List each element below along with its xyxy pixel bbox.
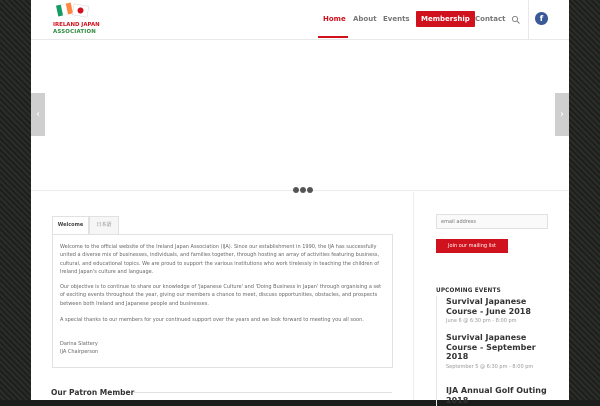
ireland-flag-icon (56, 3, 73, 17)
signature-name: Darina Slattery (60, 341, 98, 347)
slider-next-arrow-icon[interactable]: › (555, 93, 569, 136)
thanks-paragraph: A special thanks to our members for your continued support over the years and we look forward to meeting you all soon. (60, 317, 364, 323)
nav-about[interactable]: About (353, 15, 377, 23)
search-icon[interactable] (510, 14, 522, 26)
event-title[interactable]: Survival Japanese Course - September 2018 (446, 333, 536, 362)
upcoming-events-heading: UPCOMING EVENTS (436, 288, 501, 294)
nav-active-indicator (318, 36, 348, 38)
slider-pagination (293, 178, 314, 185)
event-title[interactable]: IJA Annual Golf Outing 2018 (446, 386, 547, 405)
welcome-panel (52, 234, 393, 368)
sidebar (415, 192, 569, 405)
tab-welcome[interactable]: Welcome (52, 216, 89, 235)
header-divider (528, 0, 529, 40)
event-date: September 5 @ 6:30 pm - 8:00 pm (446, 363, 534, 370)
email-field[interactable] (436, 214, 548, 229)
event-title[interactable]: Survival Japanese Course - June 2018 (446, 297, 531, 316)
tab-japanese[interactable]: 日本語 (89, 216, 119, 235)
site-logo[interactable] (53, 3, 101, 36)
welcome-paragraph: Welcome to the official website of the Ireland Japan Association (IJA). Since our establishment in 1990, the IJA has successfully united a diverse mix of businesses, individuals, and families together, through hosting an array of activities featuring business, cultural, and educational topics. We are proud to support the various institutions who work tirelessly in teaching the children of Ireland Japan's culture and language. (60, 244, 380, 276)
nav-contact[interactable]: Contact (475, 15, 506, 23)
objective-paragraph: Our objective is to continue to share our knowledge of 'Japanese Culture' and 'Doing Business in Japan' through organising a set of exciting events throughout the year, giving our members a chance to meet, discuss opportunities, obstacles, and prospects between both Ireland and Japanese people and businesses. (60, 284, 382, 307)
event-item[interactable] (446, 297, 556, 326)
japan-flag-icon (72, 4, 89, 17)
event-item[interactable] (446, 333, 556, 372)
main-content (31, 192, 414, 400)
event-item[interactable] (446, 386, 556, 405)
logo-text-line2: ASSOCIATION (53, 29, 96, 35)
nav-events[interactable]: Events (383, 15, 410, 23)
join-mailing-list-button[interactable]: Join our mailing list (436, 239, 508, 253)
facebook-icon[interactable]: f (535, 12, 548, 25)
site-header (31, 0, 569, 40)
nav-membership-button[interactable]: Membership (416, 11, 475, 27)
hero-slider (31, 41, 569, 191)
section-divider (134, 392, 392, 393)
events-timeline-line (436, 296, 437, 406)
event-date: June 6 @ 6:30 pm - 8:00 pm (446, 318, 517, 325)
slider-prev-arrow-icon[interactable]: ‹ (31, 93, 45, 136)
signature-title: IJA Chairperson (60, 349, 99, 355)
nav-home[interactable]: Home (323, 15, 346, 23)
patron-section-title: Our Patron Member (51, 388, 135, 397)
page-container (31, 0, 569, 405)
logo-text-line1: IRELAND JAPAN (53, 22, 100, 28)
